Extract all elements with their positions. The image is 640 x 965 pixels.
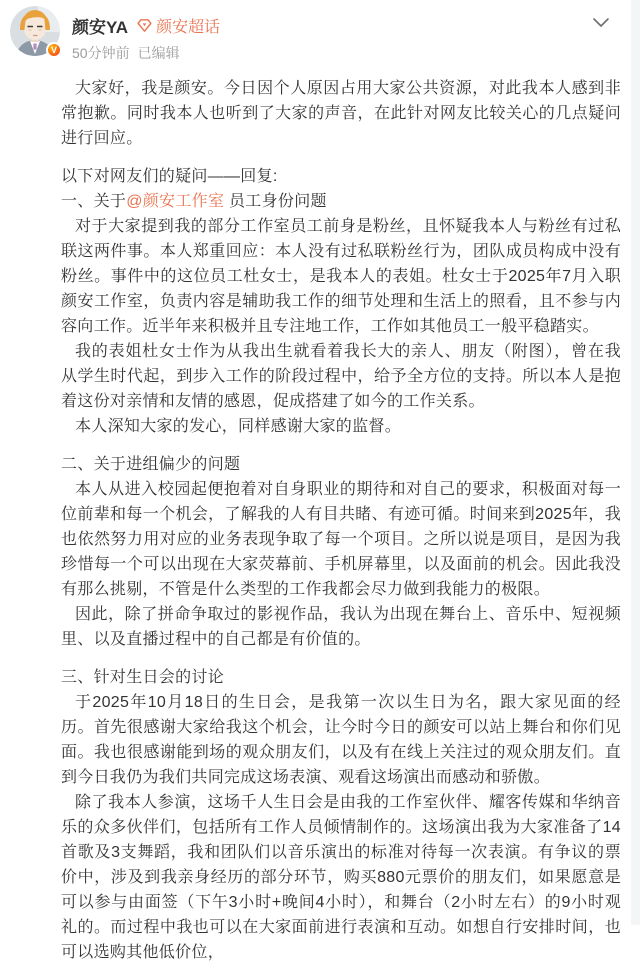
verified-v-badge-icon (46, 42, 62, 58)
edited-label: 已编辑 (137, 45, 180, 61)
section-2-paragraph: 因此，除了拼命争取过的影视作品，我认为出现在舞台上、音乐中、短视频里、以及直播过程中的自己都是有价值的。 (61, 606, 621, 648)
intro-paragraph: 大家好，我是颜安。今日因个人原因占用大家公共资源，对此我本人感到非常抱歉。同时我本人也听到了大家的声音，在此针对网友比较关心的几点疑问进行回应。 (61, 80, 621, 147)
reply-intro-line: 以下对网友们的疑问——回复: (61, 168, 278, 185)
username[interactable]: 颜安YA (72, 17, 129, 37)
post-meta (72, 43, 220, 63)
post-header (10, 6, 626, 66)
section-3-heading: 三、针对生日会的讨论 (61, 669, 225, 686)
post-content (61, 76, 621, 965)
section-1-heading (61, 189, 621, 214)
section-2-paragraph: 本人从进入校园起便抱着对自身职业的期待和对自己的要求，积极面对每一位前辈和每一个机会，了解我的人有目共睹、有迹可循。时间来到2025年，我也依然努力用对应的业务表现争取了每一个项目。之所以说是项目，是因为我珍惜每一个可以出现在大家荧幕前、手机屏幕里，以及面前的机会。因此我没有那么挑剔，不管是什么类型的工作我都会尽力做到我能力的极限。 (61, 481, 621, 598)
timestamp: 50分钟前 (72, 45, 130, 61)
supertopic-label: 颜安超话 (156, 18, 221, 36)
section-1-heading-prefix: 一、关于 (61, 193, 127, 210)
chevron-down-icon[interactable] (592, 16, 612, 32)
gem-badge-icon (136, 17, 153, 34)
supertopic-badge[interactable] (136, 14, 220, 37)
section-1-paragraph: 本人深知大家的发心，同样感谢大家的监督。 (75, 418, 402, 435)
section-2-heading: 二、关于进组偏少的问题 (61, 456, 241, 473)
section-3-paragraph: 于2025年10月18日的生日会，是我第一次以生日为名，跟大家见面的经历。首先很感谢大家给我这个机会，让今时今日的颜安可以站上舞台和你们见面。我也很感谢能到场的观众朋友们，以及有在线上关注过的观众朋友们。直到今日我仍为我们共同完成这场表演、观看这场演出而感动和骄傲。 (61, 694, 621, 786)
user-info (72, 14, 220, 63)
mention-link-yanan-studio[interactable]: @颜安工作室 (126, 193, 225, 210)
section-1-heading-suffix: 员工身份问题 (224, 193, 327, 210)
avatar[interactable] (10, 6, 60, 56)
section-3-paragraph: 除了我本人参演，这场千人生日会是由我的工作室伙伴、耀客传媒和华纳音乐的众多伙伴们，包括所有工作人员倾情制作的。这场演出我为大家准备了14首歌及3支舞蹈，我和团队们以音乐演出的标准对待每一次表演。有争议的票价中，涉及到我亲身经历的部分环节，购买880元票价的朋友们，如果愿意是可以参与由面签（下午3小时+晚间4小时），和舞台（2小时左右）的9小时观礼的。而过程中我也可以在大家面前进行表演和互动。如想自行安排时间，也可以选购其他低价位， (61, 794, 621, 961)
page-edge-strip (631, 0, 640, 925)
section-1-paragraph: 我的表姐杜女士作为从我出生就看着我长大的亲人、朋友（附图），曾在我从学生时代起，到步入工作的阶段过程中，给予全方位的支持。所以本人是抱着这份对亲情和友情的感恩，促成搭建了如今的工作关系。 (61, 343, 621, 410)
verified-letter: V (50, 44, 57, 55)
section-1-paragraph: 对于大家提到我的部分工作室员工前身是粉丝，且怀疑我本人与粉丝有过私联这两件事。本人郑重回应：本人没有过私联粉丝行为，团队成员构成中没有粉丝。事件中的这位员工杜女士，是我本人的表姐。杜女士于2025年7月入职颜安工作室，负责内容是辅助我工作的细节处理和生活上的照看，且不参与内容向工作。近半年来积极并且专注地工作，工作如其他员工一般平稳踏实。 (61, 218, 621, 335)
